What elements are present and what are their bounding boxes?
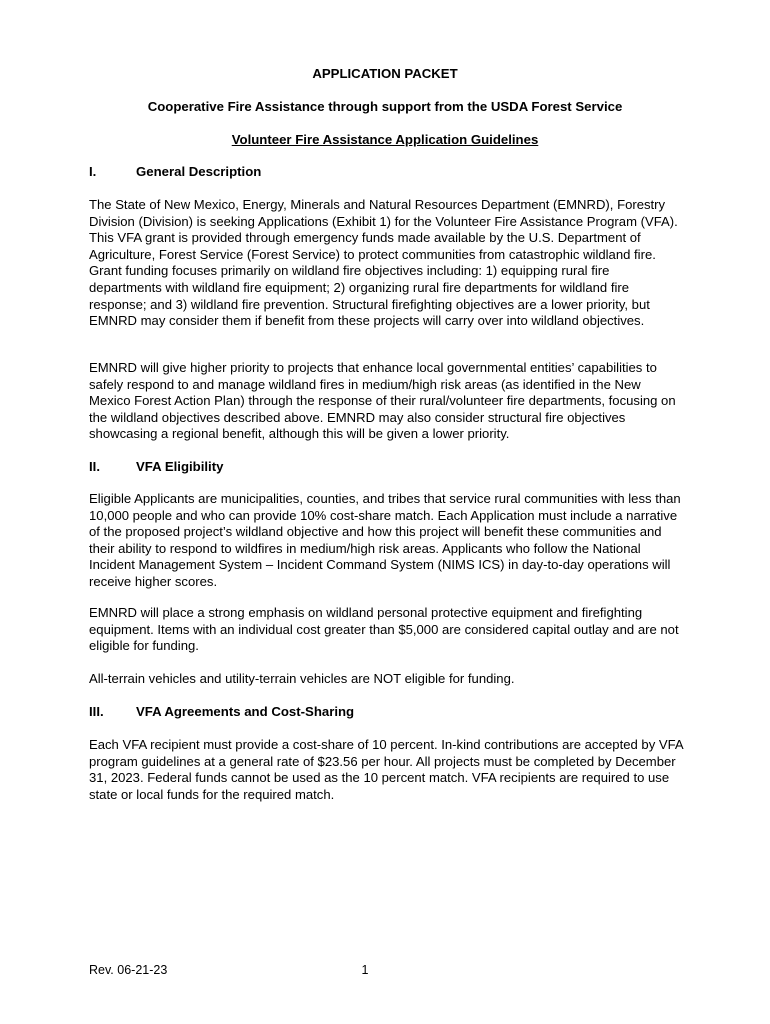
paragraph-eligibility-3: All-terrain vehicles and utility-terrain vehicles are NOT eligible for funding. (89, 671, 515, 686)
paragraph-general-description-2: EMNRD will give higher priority to projects that enhance local governmental entities’ capabilities to safely respond to and manage wildland fires in medium/high risk areas (as identified in the New Mexico Forest Action Plan) through the response of their rural/volunteer fire departments, focusing on the wildland objectives described above. EMNRD may also consider structural fire objectives showcasing a regional benefit, although this will be given a lower priority. (89, 360, 676, 442)
guidelines-title: Volunteer Fire Assistance Application Guidelines (231, 132, 539, 147)
section-number: II. (89, 459, 100, 474)
page-number: 1 (361, 963, 369, 977)
document-title: APPLICATION PACKET (312, 66, 458, 81)
paragraph-eligibility-2: EMNRD will place a strong emphasis on wildland personal protective equipment and firefighting equipment. Items with an individual cost greater than $5,000 are considered capital outlay and are not eligible for funding. (89, 605, 679, 654)
section-title: VFA Agreements and Cost-Sharing (136, 704, 355, 719)
section-heading-general-description (89, 164, 261, 180)
paragraph-general-description-1: The State of New Mexico, Energy, Minerals and Natural Resources Department (EMNRD), Forestry Division (Division) is seeking Applications (Exhibit 1) for the Volunteer Fire Assistance Program (VFA). This VFA grant is provided through emergency funds made available by the U.S. Department of Agriculture, Forest Service (Forest Service) to protect communities from catastrophic wildland fire. Grant funding focuses primarily on wildland fire objectives including: 1) equipping rural fire departments with wildland fire equipment; 2) organizing rural fire departments for wildland fire response; and 3) wildland fire prevention. Structural firefighting objectives are a lower priority, but EMNRD may consider them if benefit from these projects will carry over into wildland objectives. (89, 197, 678, 329)
document-subtitle: Cooperative Fire Assistance through support from the USDA Forest Service (147, 99, 623, 114)
section-heading-vfa-eligibility (89, 459, 223, 475)
paragraph-cost-sharing-1: Each VFA recipient must provide a cost-share of 10 percent. In-kind contributions are accepted by VFA program guidelines at a general rate of $23.56 per hour. All projects must be completed by December 31, 2023. Federal funds cannot be used as the 10 percent match. VFA recipients are required to use state or local funds for the required match. (89, 737, 683, 802)
section-heading-agreements-cost-sharing (89, 704, 354, 720)
section-number: I. (89, 164, 97, 179)
revision-label: Rev. 06-21-23 (89, 963, 168, 977)
section-title: General Description (136, 164, 262, 179)
section-number: III. (89, 704, 104, 719)
section-title: VFA Eligibility (136, 459, 224, 474)
paragraph-eligibility-1: Eligible Applicants are municipalities, counties, and tribes that service rural communities with less than 10,000 people and who can provide 10% cost-share match. Each Application must include a narrative of the proposed project’s wildland objective and how this project will benefit these communities and their ability to respond to wildfires in medium/high risk areas. Applicants who follow the National Incident Management System – Incident Command System (NIMS ICS) in day-to-day operations will receive higher scores. (89, 491, 681, 589)
